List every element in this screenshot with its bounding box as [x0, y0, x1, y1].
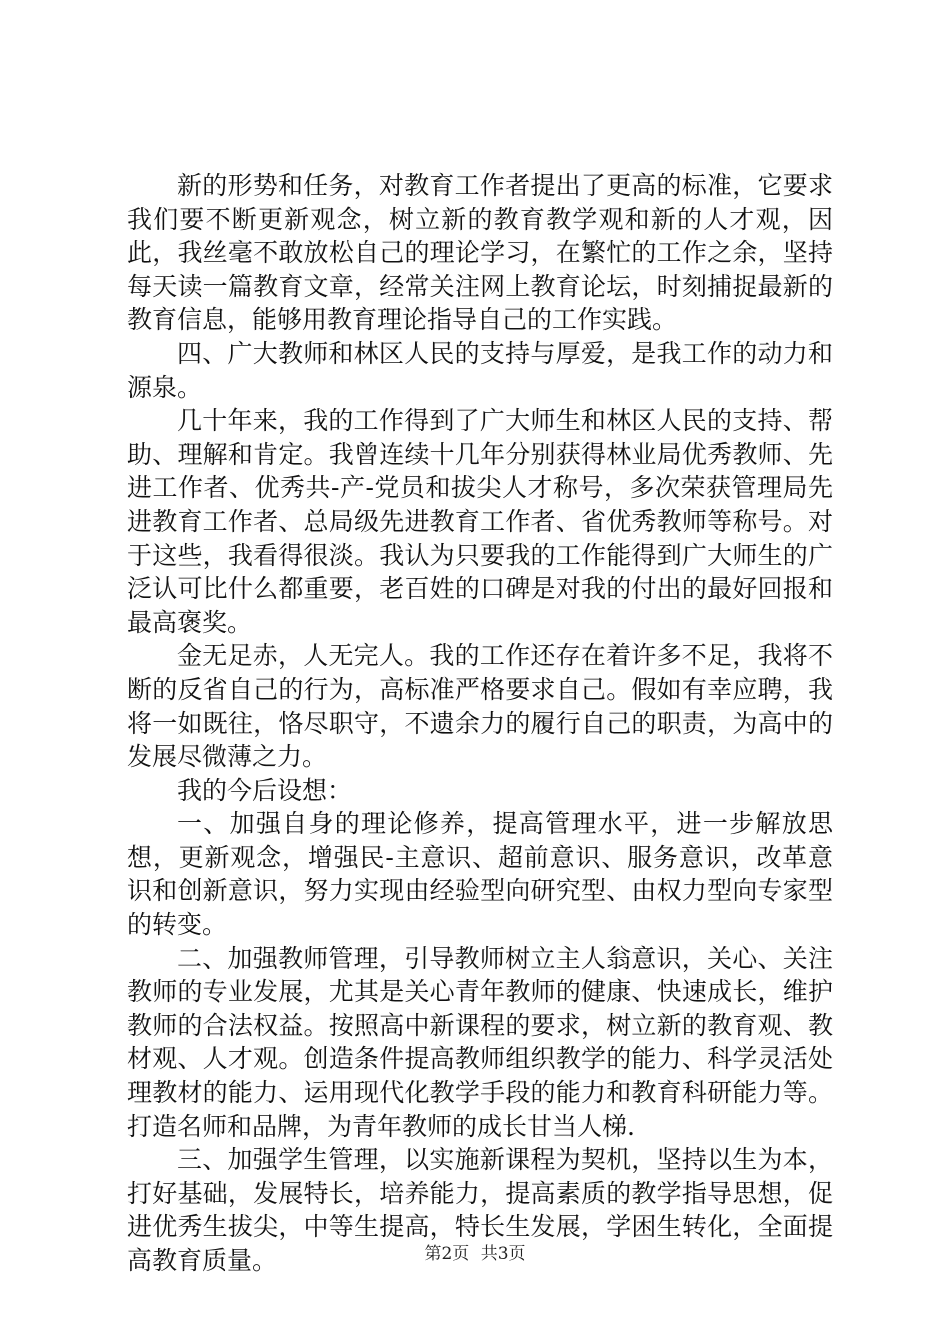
paragraph: 金无足赤，人无完人。我的工作还存在着许多不足，我将不断的反省自己的行为，高标准严格要求自己。假如有幸应聘，我将一如既往，恪尽职守，不遗余力的履行自己的职责，为高中的发展尽微薄之力。: [127, 641, 833, 772]
document-body: [127, 169, 833, 1278]
paragraph: 我的今后设想：: [177, 775, 353, 805]
page-footer: [0, 1243, 950, 1265]
page-total: 共3页: [480, 1244, 526, 1264]
paragraph: 几十年来，我的工作得到了广大师生和林区人民的支持、帮助、理解和肯定。我曾连续十几年分别获得林业局优秀教师、先进工作者、优秀共-产-党员和拔尖人才称号，多次荣获管理局先进教育工作者、总局级先进教育工作者、省优秀教师等称号。对于这些，我看得很淡。我认为只要我的工作能得到广大师生的广泛认可比什么都重要，老百姓的口碑是对我的付出的最好回报和最高褒奖。: [127, 406, 833, 637]
paragraph: 二、加强教师管理，引导教师树立主人翁意识，关心、关注教师的专业发展，尤其是关心青年教师的健康、快速成长，维护教师的合法权益。按照高中新课程的要求，树立新的教育观、教材观、人才观。创造条件提高教师组织教学的能力、科学灵活处理教材的能力、运用现代化教学手段的能力和教育科研能力等。打造名师和品牌，为青年教师的成长甘当人梯.: [127, 943, 833, 1141]
paragraph: 四、广大教师和林区人民的支持与厚爱，是我工作的动力和源泉。: [127, 338, 833, 402]
paragraph: 三、加强学生管理，以实施新课程为契机，坚持以生为本，打好基础，发展特长，培养能力，提高素质的教学指导思想，促进优秀生拔尖，中等生提高，特长生发展，学困生转化，全面提高教育质量。: [127, 1145, 833, 1275]
paragraph: 新的形势和任务，对教育工作者提出了更高的标准，它要求我们要不断更新观念，树立新的教育教学观和新的人才观，因此，我丝毫不敢放松自己的理论学习，在繁忙的工作之余，坚持每天读一篇教育文章，经常关注网上教育论坛，时刻捕捉最新的教育信息，能够用教育理论指导自己的工作实践。: [127, 171, 833, 335]
paragraph: 一、加强自身的理论修养，提高管理水平，进一步解放思想，更新观念，增强民-主意识、超前意识、服务意识，改革意识和创新意识，努力实现由经验型向研究型、由权力型向专家型的转变。: [127, 809, 833, 940]
page-number: 第2页: [424, 1244, 470, 1264]
